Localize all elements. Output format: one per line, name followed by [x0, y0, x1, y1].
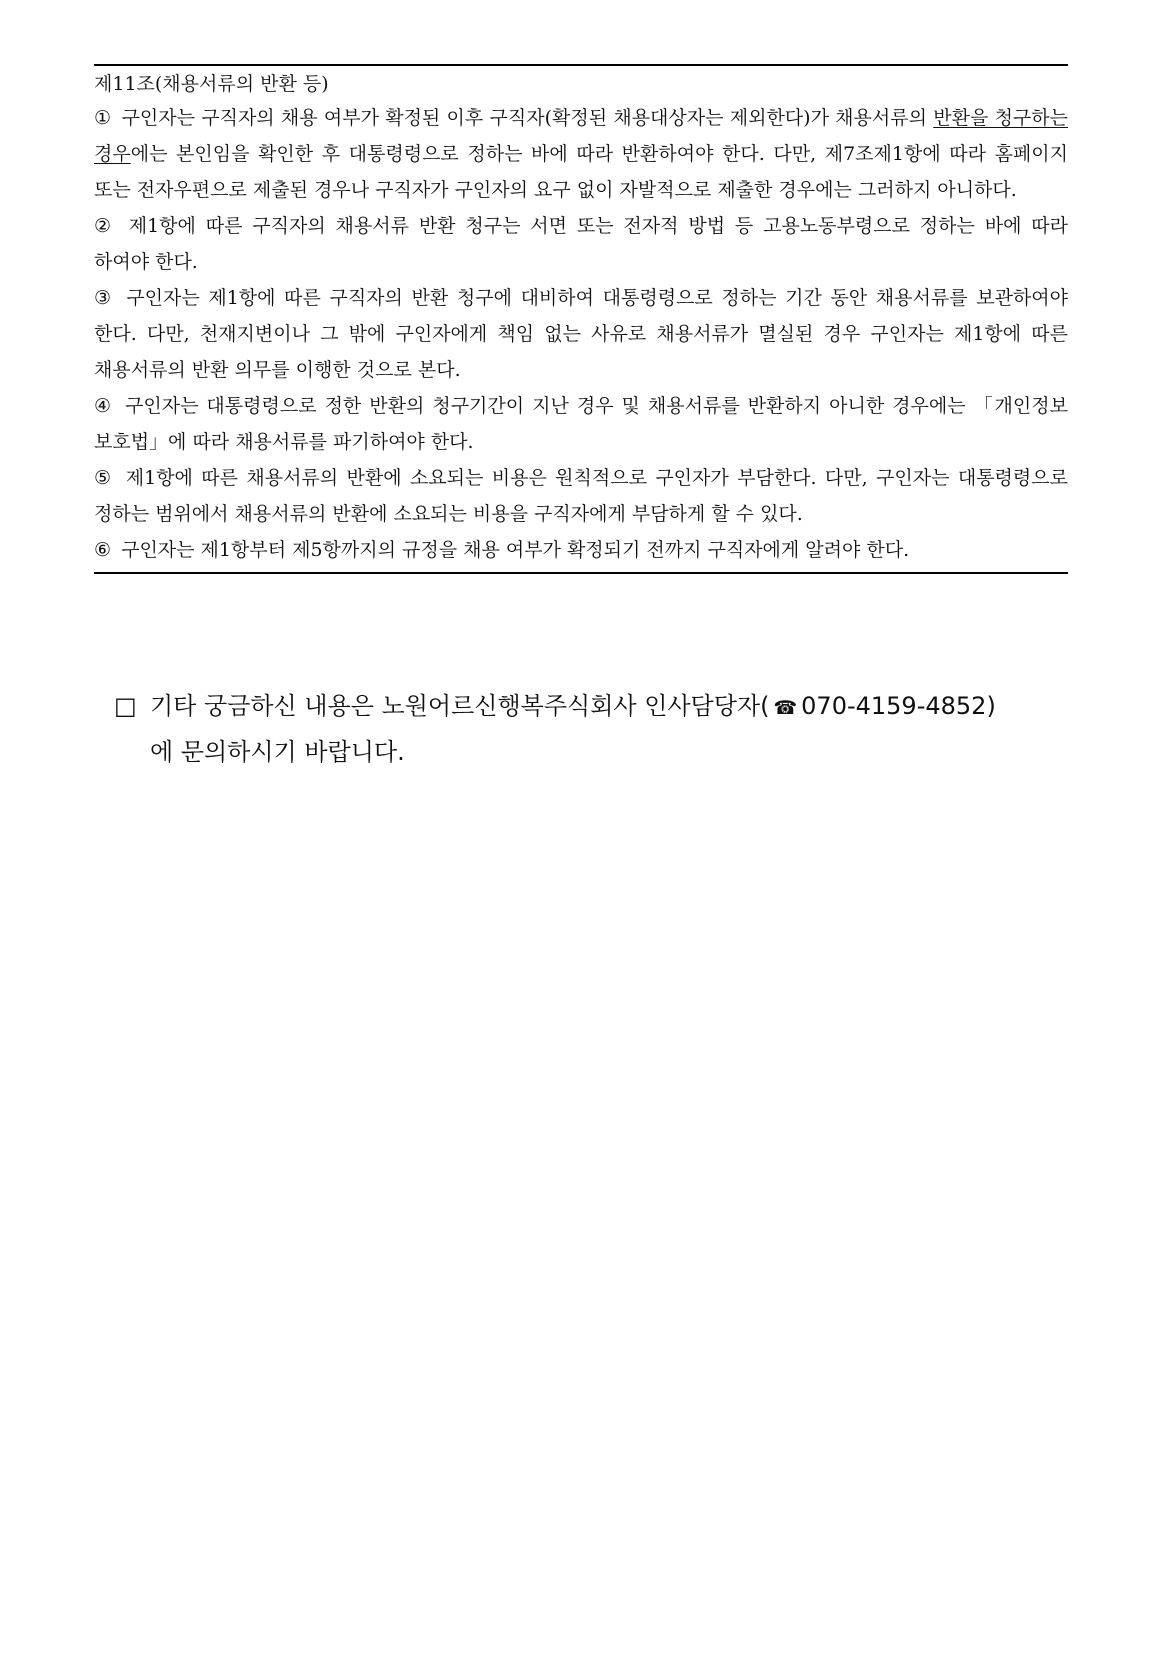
paragraph-3 — [94, 280, 1068, 388]
paragraph-mark-4: ④ — [94, 395, 113, 417]
paragraph-1-underlined-text: 반환을 청구하는 경우 — [94, 107, 1068, 165]
phone-icon: ☎ — [773, 697, 798, 719]
paragraph-3-text: 구인자는 제1항에 따른 구직자의 반환 청구에 대비하여 대통령령으로 정하는 기간 동안 채용서류를 보관하여야 한다. 다만, 천재지변이나 그 밖에 구인자에게 책임 없는 사유로 채용서류가 멸실된 경우 구인자는 제1항에 따른 채용서류의 반환 의무를 이행한 것으로 본다. — [94, 287, 1068, 381]
paragraph-mark-1: ① — [94, 107, 112, 129]
paragraph-1 — [94, 100, 1068, 208]
paragraph-4-text: 구인자는 대통령령으로 정한 반환의 청구기간이 지난 경우 및 채용서류를 반환하지 아니한 경우에는 「개인정보 보호법」에 따라 채용서류를 파기하여야 한다. — [94, 395, 1068, 453]
paragraph-6 — [94, 532, 1068, 568]
paragraph-4 — [94, 388, 1068, 460]
paragraph-5 — [94, 460, 1068, 532]
notice-text: 기타 궁금하신 내용은 노원어르신행복주식회사 인사담당자( — [150, 692, 770, 720]
notice-line-2: 에 문의하시기 바랍니다. — [150, 738, 405, 766]
checkbox-icon: □ — [114, 692, 137, 720]
paragraph-mark-5: ⑤ — [94, 467, 114, 489]
paragraph-mark-2: ② — [94, 215, 115, 237]
paragraph-2 — [94, 208, 1068, 280]
notice-close-paren: ) — [986, 692, 996, 720]
paragraph-6-text: 구인자는 제1항부터 제5항까지의 규정을 채용 여부가 확정되기 전까지 구직자에게 알려야 한다. — [121, 539, 910, 561]
paragraph-1-text-after: 에는 본인임을 확인한 후 대통령령으로 정하는 바에 따라 반환하여야 한다. 다만, 제7조제1항에 따라 홈페이지 또는 전자우편으로 제출된 경우나 구직자가 구인자의 요구 없이 자발적으로 제출한 경우에는 그러하지 아니하다. — [94, 143, 1068, 201]
article-11-box — [94, 64, 1068, 574]
phone-number: 070-4159-4852 — [801, 692, 987, 720]
article-title: 제11조(채용서류의 반환 등) — [94, 73, 329, 95]
paragraph-mark-3: ③ — [94, 287, 114, 309]
paragraph-1-text-before: 구인자는 구직자의 채용 여부가 확정된 이후 구직자(확정된 채용대상자는 제외한다)가 채용서류의 — [121, 107, 934, 129]
notice-body — [150, 684, 1074, 774]
paragraph-2-text: 제1항에 따른 구직자의 채용서류 반환 청구는 서면 또는 전자적 방법 등 고용노동부령으로 정하는 바에 따라 하여야 한다. — [94, 215, 1068, 273]
paragraph-mark-6: ⑥ — [94, 539, 112, 561]
paragraph-5-text: 제1항에 따른 채용서류의 반환에 소요되는 비용은 원칙적으로 구인자가 부담한다. 다만, 구인자는 대통령령으로 정하는 범위에서 채용서류의 반환에 소요되는 비용을 구직자에게 부담하게 할 수 있다. — [94, 467, 1068, 525]
contact-notice — [114, 684, 1074, 774]
